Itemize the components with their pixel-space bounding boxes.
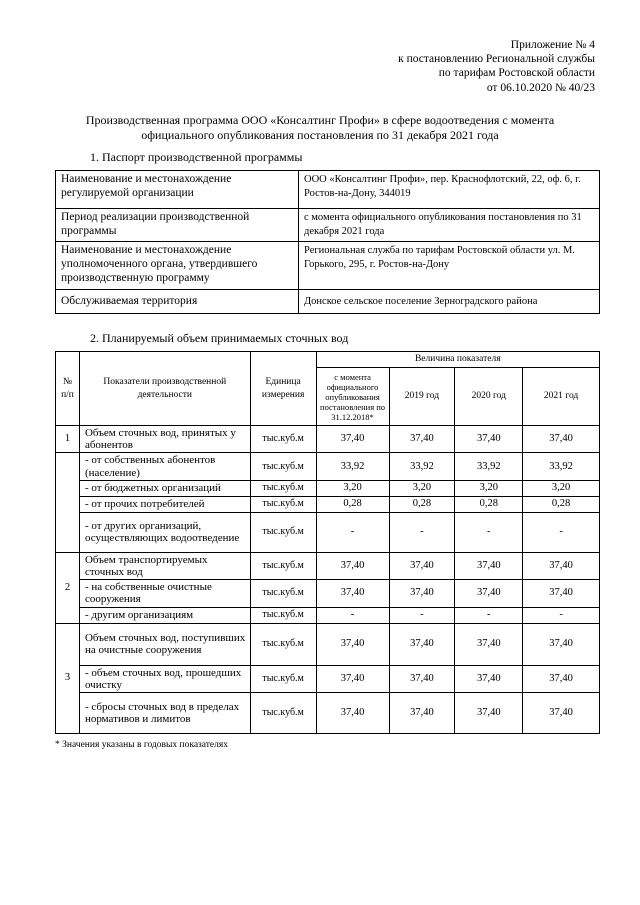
row-name: - от собственных абонентов (население): [79, 453, 250, 480]
passport-label: Обслуживаемая территория: [56, 290, 299, 314]
row-num: [56, 453, 80, 552]
row-unit: тыс.куб.м: [250, 552, 316, 579]
row-value: -: [389, 512, 455, 552]
passport-value: Донское сельское поселение Зерноградского района: [299, 290, 600, 314]
row-value: 37,40: [316, 693, 389, 734]
table-row: [56, 580, 600, 607]
title-line-1: Производственная программа ООО «Консалтинг Профи» в сфере водоотведения с момента: [85, 113, 555, 127]
row-value: 37,40: [523, 693, 600, 734]
row-unit: тыс.куб.м: [250, 496, 316, 512]
row-unit: тыс.куб.м: [250, 607, 316, 623]
row-value: 37,40: [389, 552, 455, 579]
header-indicator: Показатели производственной деятельности: [79, 352, 250, 426]
row-value: 33,92: [523, 453, 600, 480]
header-value: Величина показателя: [316, 352, 599, 368]
row-value: 37,40: [455, 623, 523, 665]
row-value: 37,40: [523, 426, 600, 453]
row-num: 1: [56, 426, 80, 453]
row-value: -: [455, 512, 523, 552]
passport-row: [56, 209, 600, 242]
row-value: 37,40: [523, 580, 600, 607]
appendix-number: Приложение № 4: [510, 39, 595, 51]
row-unit: тыс.куб.м: [250, 665, 316, 692]
table-row: [56, 480, 600, 496]
table-row: [56, 453, 600, 480]
passport-label: Период реализации производственной программы: [56, 209, 299, 242]
row-value: 37,40: [316, 665, 389, 692]
row-name: Объем сточных вод, принятых у абонентов: [79, 426, 250, 453]
appendix-date: от 06.10.2020 № 40/23: [486, 81, 595, 94]
row-value: 37,40: [523, 665, 600, 692]
row-value: 0,28: [316, 496, 389, 512]
row-unit: тыс.куб.м: [250, 480, 316, 496]
passport-label: Наименование и местонахождение регулируемой организации: [56, 171, 299, 209]
row-value: -: [316, 607, 389, 623]
header-unit: Единица измерения: [250, 352, 316, 426]
row-name: Объем сточных вод, поступивших на очистные сооружения: [79, 623, 250, 665]
table-row: [56, 665, 600, 692]
title-line-2: официального опубликования постановления по 31 декабря 2021 года: [141, 127, 499, 142]
row-value: 33,92: [389, 453, 455, 480]
row-unit: тыс.куб.м: [250, 580, 316, 607]
header-2021: 2021 год: [523, 368, 600, 426]
row-value: -: [389, 607, 455, 623]
row-value: 37,40: [523, 623, 600, 665]
row-value: -: [455, 607, 523, 623]
row-value: 37,40: [316, 552, 389, 579]
row-value: 3,20: [316, 480, 389, 496]
passport-row: [56, 290, 600, 314]
row-name: - на собственные очистные сооружения: [79, 580, 250, 607]
row-value: 3,20: [389, 480, 455, 496]
wastewater-volume-table: [55, 351, 600, 734]
section-2-heading: 2. Планируемый объем принимаемых сточных вод: [90, 331, 349, 345]
passport-row: [56, 242, 600, 290]
section-1-heading: 1. Паспорт производственной программы: [90, 150, 303, 164]
table-row: [56, 623, 600, 665]
row-value: 37,40: [316, 623, 389, 665]
passport-value: с момента официального опубликования постановления по 31 декабря 2021 года: [299, 209, 600, 242]
header-period: с момента официального опубликования постановления по 31.12.2018*: [316, 368, 389, 426]
row-value: 37,40: [389, 580, 455, 607]
appendix-agency: по тарифам Ростовской области: [438, 67, 595, 80]
row-value: 37,40: [455, 665, 523, 692]
footnote: * Значения указаны в годовых показателях: [55, 740, 229, 750]
row-unit: тыс.куб.м: [250, 453, 316, 480]
row-unit: тыс.куб.м: [250, 693, 316, 734]
row-value: 37,40: [523, 552, 600, 579]
row-unit: тыс.куб.м: [250, 512, 316, 552]
row-value: 37,40: [389, 693, 455, 734]
row-value: 3,20: [523, 480, 600, 496]
passport-value: Региональная служба по тарифам Ростовской области ул. М. Горького, 295, г. Ростов-на-Дону: [299, 242, 600, 290]
row-name: - объем сточных вод, прошедших очистку: [79, 665, 250, 692]
row-value: -: [316, 512, 389, 552]
row-value: 37,40: [455, 552, 523, 579]
row-name: - от прочих потребителей: [79, 496, 250, 512]
row-value: 0,28: [389, 496, 455, 512]
appendix-ref: к постановлению Региональной службы: [398, 53, 595, 66]
row-value: 0,28: [455, 496, 523, 512]
table-header-row: [56, 352, 600, 368]
row-name: - сбросы сточных вод в пределах нормативов и лимитов: [79, 693, 250, 734]
document-title: [45, 113, 595, 142]
header-num: № п/п: [56, 352, 80, 426]
row-value: 37,40: [389, 665, 455, 692]
row-value: -: [523, 512, 600, 552]
passport-row: [56, 171, 600, 209]
row-value: 33,92: [455, 453, 523, 480]
row-value: 33,92: [316, 453, 389, 480]
row-value: 37,40: [316, 580, 389, 607]
table-row: [56, 426, 600, 453]
table-row: [56, 607, 600, 623]
appendix-header: [295, 38, 595, 95]
passport-value: ООО «Консалтинг Профи», пер. Краснофлотский, 22, оф. 6, г. Ростов-на-Дону, 344019: [299, 171, 600, 209]
row-value: 37,40: [455, 426, 523, 453]
passport-label: Наименование и местонахождение уполномоченного органа, утвердившего производственную программу: [56, 242, 299, 290]
header-2020: 2020 год: [455, 368, 523, 426]
table-row: [56, 552, 600, 579]
row-name: - другим организациям: [79, 607, 250, 623]
row-value: 37,40: [389, 426, 455, 453]
row-value: -: [523, 607, 600, 623]
passport-table: [55, 170, 600, 314]
row-value: 37,40: [455, 693, 523, 734]
header-2019: 2019 год: [389, 368, 455, 426]
row-unit: тыс.куб.м: [250, 623, 316, 665]
row-value: 37,40: [455, 580, 523, 607]
row-name: Объем транспортируемых сточных вод: [79, 552, 250, 579]
row-name: - от других организаций, осуществляющих водоотведение: [79, 512, 250, 552]
row-num: 3: [56, 623, 80, 733]
row-num: 2: [56, 552, 80, 623]
row-unit: тыс.куб.м: [250, 426, 316, 453]
row-name: - от бюджетных организаций: [79, 480, 250, 496]
row-value: 0,28: [523, 496, 600, 512]
table-row: [56, 693, 600, 734]
row-value: 37,40: [389, 623, 455, 665]
table-row: [56, 496, 600, 512]
row-value: 3,20: [455, 480, 523, 496]
row-value: 37,40: [316, 426, 389, 453]
table-row: [56, 512, 600, 552]
